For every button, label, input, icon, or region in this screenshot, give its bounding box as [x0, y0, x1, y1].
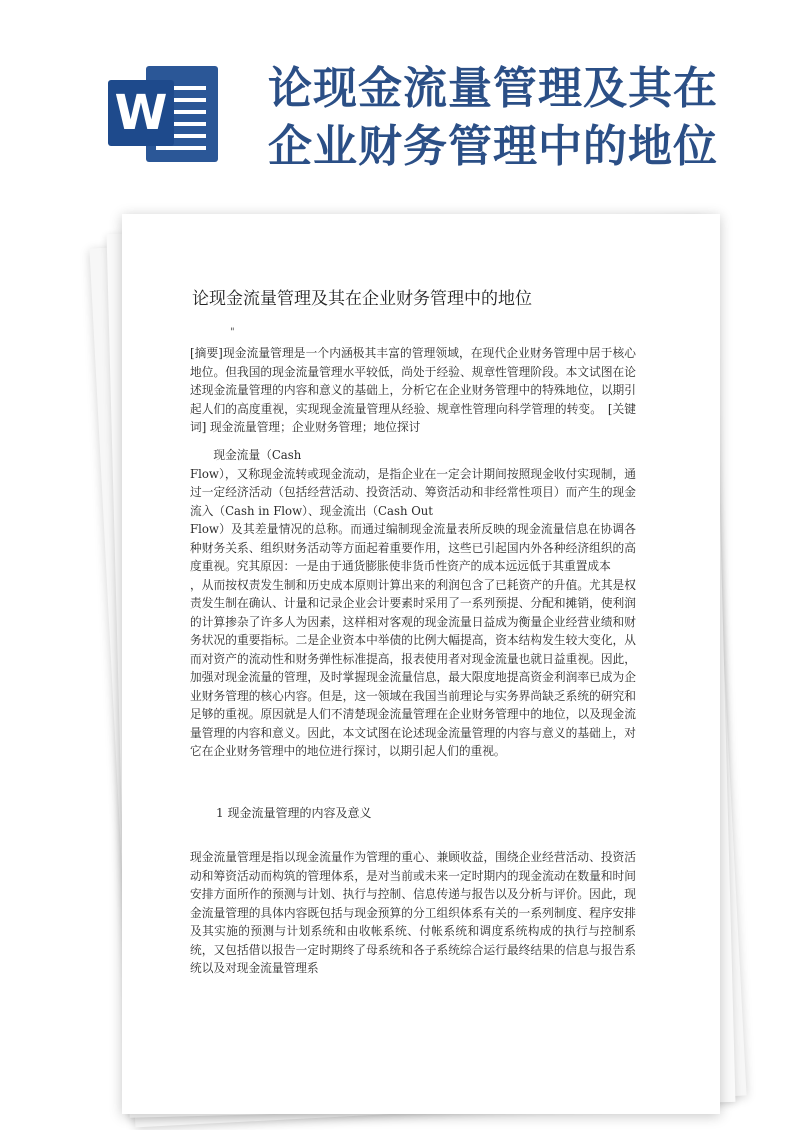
banner-title: [268, 60, 768, 176]
document-banner: [0, 0, 800, 200]
abstract-paragraph: [摘要]现金流量管理是一个内涵极其丰富的管理领域，在现代企业财务管理中居于核心地位。但我国的现金流量管理水平较低，尚处于经验、规章性管理阶段。本文试图在论述现金流量管理的内容和意义的基础上，分析它在企业财务管理中的特殊地位，以期引起人们的高度重视，实现现金流量管理从经验、规章性管理向科学管理的转变。 [关键词] 现金流量管理；企业财务管理；地位探讨: [190, 346, 636, 434]
quote-mark: ": [230, 327, 235, 338]
section-heading: 1 现金流量管理的内容及意义: [216, 806, 372, 820]
banner-title-line-1: 论现金流量管理及其在: [268, 63, 718, 114]
banner-title-line-2: 企业财务管理中的地位: [268, 121, 718, 172]
section-paragraph: 现金流量管理是指以现金流量作为管理的重心、兼顾收益，围绕企业经营活动、投资活动和筹资活动而构筑的管理体系，是对当前或未来一定时期内的现金流动在数量和时间安排方面所作的预测与计划、执行与控制、信息传递与报告以及分析与评价。因此，现金流量管理的具体内容既包括与现金预算的分工组织体系有关的一系列制度、程序安排及其实施的预测与计划系统和由收帐系统、付帐系统和调度系统构成的执行与控制系统，又包括借以报告一定时期终了母系统和各子系统综合运行最终结果的信息与报告系统以及对现金流量管理系: [190, 850, 636, 975]
word-letter-badge: W: [108, 80, 174, 146]
document-page: [122, 214, 720, 1114]
document-title: 论现金流量管理及其在企业财务管理中的地位: [192, 289, 532, 309]
word-document-icon: [108, 66, 218, 162]
intro-paragraph: 现金流量（Cash Flow），又称现金流转或现金流动，是指企业在一定会计期间按照现金收付实现制，通过一定经济活动（包括经营活动、投资活动、筹资活动和非经常性项目）而产生的现金流入（Cash in Flow）、现金流出（Cash Out Flow）及其差量情况的总称。而通过编制现金流量表所反映的现金流量信息在协调各种财务关系、组织财务活动等方面起着重要作用，这些已引起国内外各种经济组织的高度重视。究其原因：一是由于通货膨胀使非货币性资产的成本远远低于其重置成本 ，从而按权责发生制和历史成本原则计算出来的利润包含了已耗资产的升值。尤其是权责发生制在确认、计量和记录企业会计要素时采用了一系列预提、分配和摊销，使利润的计算掺杂了许多人为因素，这样相对客观的现金流量日益成为衡量企业经营业绩和财务状况的重要指标。二是企业资本中举债的比例大幅提高，资本结构发生较大变化，从而对资产的流动性和财务弹性标准提高，报表使用者对现金流量也就日益重视。因此，加强对现金流量的管理，及时掌握现金流量信息，最大限度地提高资金利润率已成为企业财务管理的核心内容。但是，这一领域在我国当前理论与实务界尚缺乏系统的研究和足够的重视。原因就是人们不清楚现金流量管理在企业财务管理中的地位，以及现金流量管理的内容和意义。因此，本文试图在论述现金流量管理的内容与意义的基础上，对它在企业财务管理中的地位进行探讨，以期引起人们的重视。: [190, 448, 636, 758]
